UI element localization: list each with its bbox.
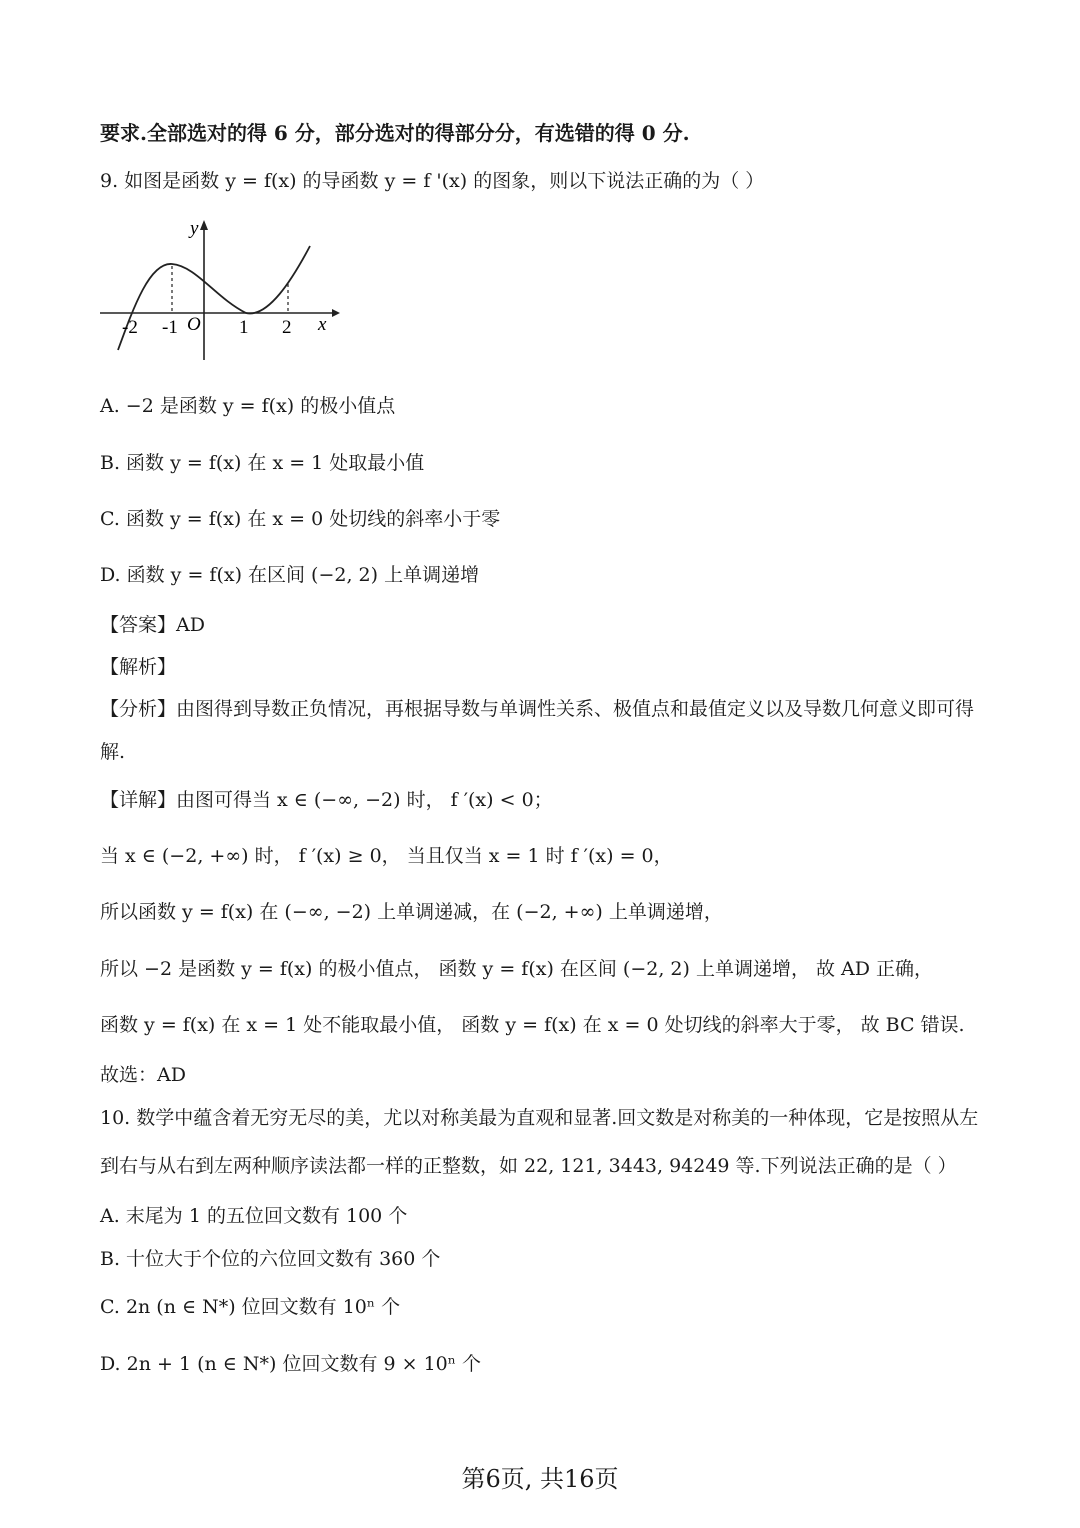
q10-option-c: C. 2n (n ∈ N*) 位回文数有 10ⁿ 个 — [100, 1296, 401, 1318]
q10-option-a: A. 末尾为 1 的五位回文数有 100 个 — [100, 1205, 408, 1227]
q9-option-b: B. 函数 y = f(x) 在 x = 1 处取最小值 — [100, 452, 425, 474]
y-axis-label: y — [190, 218, 199, 239]
tick-label: -1 — [162, 317, 178, 338]
q9-analysis-line2: 解. — [100, 741, 126, 763]
section-instructions: 要求.全部选对的得 6 分，部分选对的得部分分，有选错的得 0 分. — [100, 121, 690, 145]
tick-label: 2 — [282, 317, 292, 338]
q9-analysis-header: 【解析】 — [100, 656, 177, 678]
tick-label: 1 — [239, 317, 249, 338]
q10-option-b: B. 十位大于个位的六位回文数有 360 个 — [100, 1248, 441, 1270]
q9-option-a: A. −2 是函数 y = f(x) 的极小值点 — [100, 395, 396, 417]
x-axis-arrow-icon — [332, 309, 340, 317]
page-footer: 第6页, 共16页 — [461, 1465, 619, 1493]
tick-label: -2 — [122, 317, 138, 338]
q9-option-c: C. 函数 y = f(x) 在 x = 0 处切线的斜率小于零 — [100, 508, 501, 530]
x-axis-label: x — [318, 314, 327, 335]
q9-answer — [100, 610, 205, 640]
q9-detail-5: 函数 y = f(x) 在 x = 1 处不能取最小值， 函数 y = f(x) 在 x = 0 处切线的斜率大于零， 故 BC 错误. — [100, 1014, 965, 1036]
q9-analysis-line1: 【分析】由图得到导数正负情况，再根据导数与单调性关系、极值点和最值定义以及导数几何意义即可得 — [100, 698, 975, 720]
q9-detail-3: 所以函数 y = f(x) 在 (−∞, −2) 上单调递减，在 (−2, +∞) 上单调递增， — [100, 901, 723, 923]
q9-derivative-graph — [96, 214, 346, 370]
q10-stem-line2: 到右与从右到左两种顺序读法都一样的正整数，如 22, 121, 3443, 94249 等.下列说法正确的是（ ） — [100, 1155, 957, 1177]
q9-stem: 9. 如图是函数 y = f(x) 的导函数 y = f '(x) 的图象，则以下说法正确的为（ ） — [100, 170, 765, 192]
q9-conclusion: 故选：AD — [100, 1064, 186, 1086]
q9-detail-2: 当 x ∈ (−2, +∞) 时， f ′(x) ≥ 0， 当且仅当 x = 1 时 f ′(x) = 0， — [100, 845, 673, 867]
answer-label: 【答案】 — [100, 614, 177, 636]
q9-detail-1: 【详解】由图可得当 x ∈ (−∞, −2) 时， f ′(x) < 0； — [100, 789, 553, 811]
q9-option-d: D. 函数 y = f(x) 在区间 (−2, 2) 上单调递增 — [100, 564, 480, 586]
y-axis-arrow-icon — [200, 220, 208, 230]
origin-label: O — [187, 314, 201, 335]
q10-stem-line1: 10. 数学中蕴含着无穷无尽的美，尤以对称美最为直观和显著.回文数是对称美的一种体现，它是按照从左 — [100, 1107, 979, 1129]
q9-detail-4: 所以 −2 是函数 y = f(x) 的极小值点， 函数 y = f(x) 在区间 (−2, 2) 上单调递增， 故 AD 正确， — [100, 958, 934, 980]
answer-value: AD — [176, 614, 205, 636]
q10-option-d: D. 2n + 1 (n ∈ N*) 位回文数有 9 × 10ⁿ 个 — [100, 1353, 482, 1375]
